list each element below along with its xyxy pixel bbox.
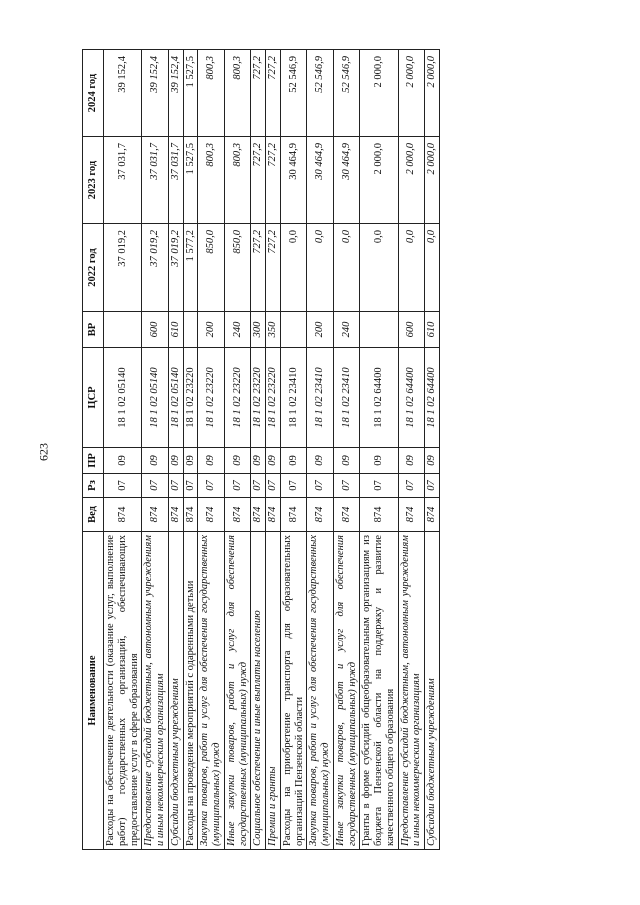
- amount-2024-cell: 2 000,0: [425, 50, 440, 137]
- vr-cell: 610: [168, 312, 183, 348]
- amount-2024-cell: 39 152,4: [168, 50, 183, 137]
- column-header-name: Наименование: [83, 532, 104, 850]
- column-header-amount-2023: 2023 год: [83, 137, 104, 224]
- rz-cell: 07: [168, 474, 183, 498]
- amount-2022-cell: 0,0: [360, 224, 398, 312]
- table-row: [104, 50, 142, 850]
- ved-cell: 874: [266, 498, 281, 532]
- amount-2024-cell: 2 000,0: [360, 50, 398, 137]
- amount-2022-cell: 0,0: [333, 224, 360, 312]
- amount-2023-cell: 727,2: [251, 137, 266, 224]
- name-cell: Закупка товаров, работ и услуг для обеспечения государственных (муниципальных) нужд: [307, 532, 334, 850]
- amount-2024-cell: 52 546,9: [307, 50, 334, 137]
- ved-cell: 874: [251, 498, 266, 532]
- amount-2024-cell: 727,2: [251, 50, 266, 137]
- vr-cell: [183, 312, 198, 348]
- name-cell: Социальное обеспечение и иные выплаты населению: [251, 532, 266, 850]
- pr-cell: 09: [425, 448, 440, 474]
- table-row: [307, 50, 334, 850]
- rz-cell: 07: [198, 474, 225, 498]
- name-cell: Гранты в форме субсидий общеобразовательным организациям из бюджета Пензенской области на поддержку и развитие качественного общего образования: [360, 532, 398, 850]
- table-row: [224, 50, 251, 850]
- column-header-csr: ЦСР: [83, 348, 104, 448]
- name-cell: Премии и гранты: [266, 532, 281, 850]
- amount-2022-cell: 727,2: [266, 224, 281, 312]
- csr-cell: 18 1 02 23220: [198, 348, 225, 448]
- vr-cell: 200: [307, 312, 334, 348]
- csr-cell: 18 1 02 23410: [280, 348, 307, 448]
- name-cell: Расходы на приобретение транспорта для образовательных организаций Пензенской области: [280, 532, 307, 850]
- amount-2022-cell: 37 019,2: [104, 224, 142, 312]
- amount-2023-cell: 2 000,0: [360, 137, 398, 224]
- pr-cell: 09: [266, 448, 281, 474]
- pr-cell: 09: [280, 448, 307, 474]
- csr-cell: 18 1 02 64400: [398, 348, 425, 448]
- csr-cell: 18 1 02 23220: [183, 348, 198, 448]
- vr-cell: [104, 312, 142, 348]
- amount-2022-cell: 727,2: [251, 224, 266, 312]
- csr-cell: 18 1 02 23220: [266, 348, 281, 448]
- column-header-amount-2022: 2022 год: [83, 224, 104, 312]
- ved-cell: 874: [425, 498, 440, 532]
- amount-2022-cell: 37 019,2: [168, 224, 183, 312]
- table-row: [266, 50, 281, 850]
- pr-cell: 09: [104, 448, 142, 474]
- table-row: [333, 50, 360, 850]
- name-cell: Закупка товаров, работ и услуг для обеспечения государственных (муниципальных) нужд: [198, 532, 225, 850]
- pr-cell: 09: [360, 448, 398, 474]
- pr-cell: 09: [307, 448, 334, 474]
- amount-2023-cell: 37 031,7: [142, 137, 169, 224]
- ved-cell: 874: [360, 498, 398, 532]
- ved-cell: 874: [198, 498, 225, 532]
- table-row: [280, 50, 307, 850]
- table-row: [398, 50, 425, 850]
- name-cell: Иные закупки товаров, работ и услуг для обеспечения государственных (муниципальных) нужд: [333, 532, 360, 850]
- amount-2023-cell: 30 464,9: [280, 137, 307, 224]
- csr-cell: 18 1 02 23220: [251, 348, 266, 448]
- ved-cell: 874: [307, 498, 334, 532]
- ved-cell: 874: [224, 498, 251, 532]
- amount-2022-cell: 0,0: [425, 224, 440, 312]
- rz-cell: 07: [183, 474, 198, 498]
- amount-2024-cell: 39 152,4: [104, 50, 142, 137]
- amount-2023-cell: 37 031,7: [104, 137, 142, 224]
- table-row: [168, 50, 183, 850]
- pr-cell: 09: [168, 448, 183, 474]
- name-cell: Расходы на проведение мероприятий с одаренными детьми: [183, 532, 198, 850]
- amount-2024-cell: 800,3: [224, 50, 251, 137]
- rz-cell: 07: [251, 474, 266, 498]
- vr-cell: [360, 312, 398, 348]
- amount-2023-cell: 727,2: [266, 137, 281, 224]
- csr-cell: 18 1 02 23410: [307, 348, 334, 448]
- amount-2022-cell: 850,0: [198, 224, 225, 312]
- vr-cell: 300: [251, 312, 266, 348]
- amount-2022-cell: 0,0: [307, 224, 334, 312]
- column-header-pr: ПР: [83, 448, 104, 474]
- pr-cell: 09: [333, 448, 360, 474]
- ved-cell: 874: [398, 498, 425, 532]
- table-row: [251, 50, 266, 850]
- csr-cell: 18 1 02 05140: [168, 348, 183, 448]
- rz-cell: 07: [333, 474, 360, 498]
- csr-cell: 18 1 02 05140: [104, 348, 142, 448]
- vr-cell: 240: [224, 312, 251, 348]
- ved-cell: 874: [183, 498, 198, 532]
- ved-cell: 874: [104, 498, 142, 532]
- name-cell: Предоставление субсидий бюджетным, автономным учреждениям и иным некоммерческим организациям: [142, 532, 169, 850]
- table-row: [425, 50, 440, 850]
- amount-2022-cell: 850,0: [224, 224, 251, 312]
- table-row: [360, 50, 398, 850]
- column-header-amount-2024: 2024 год: [83, 50, 104, 137]
- ved-cell: 874: [333, 498, 360, 532]
- vr-cell: 350: [266, 312, 281, 348]
- vr-cell: 610: [425, 312, 440, 348]
- amount-2024-cell: 1 527,5: [183, 50, 198, 137]
- column-header-ved: Вед: [83, 498, 104, 532]
- amount-2023-cell: 800,3: [198, 137, 225, 224]
- ved-cell: 874: [142, 498, 169, 532]
- csr-cell: 18 1 02 64400: [425, 348, 440, 448]
- amount-2023-cell: 1 527,5: [183, 137, 198, 224]
- vr-cell: 200: [198, 312, 225, 348]
- amount-2022-cell: 1 577,2: [183, 224, 198, 312]
- pr-cell: 09: [398, 448, 425, 474]
- vr-cell: 240: [333, 312, 360, 348]
- amount-2024-cell: 727,2: [266, 50, 281, 137]
- amount-2023-cell: 2 000,0: [398, 137, 425, 224]
- amount-2023-cell: 30 464,9: [333, 137, 360, 224]
- table-row: [142, 50, 169, 850]
- csr-cell: 18 1 02 23220: [224, 348, 251, 448]
- budget-table-container: [82, 50, 512, 850]
- amount-2023-cell: 37 031,7: [168, 137, 183, 224]
- rz-cell: 07: [104, 474, 142, 498]
- name-cell: Предоставление субсидий бюджетным, автономным учреждениям и иным некоммерческим организациям: [398, 532, 425, 850]
- name-cell: Расходы на обеспечение деятельности (оказание услуг, выполнение работ) государственных организаций, обеспечивающих предоставление услуг в сфере образования: [104, 532, 142, 850]
- pr-cell: 09: [142, 448, 169, 474]
- rz-cell: 07: [425, 474, 440, 498]
- vr-cell: 600: [398, 312, 425, 348]
- table-row: [198, 50, 225, 850]
- table-row: [183, 50, 198, 850]
- table-body: [104, 50, 440, 850]
- name-cell: Иные закупки товаров, работ и услуг для обеспечения государственных (муниципальных) нужд: [224, 532, 251, 850]
- rz-cell: 07: [280, 474, 307, 498]
- amount-2022-cell: 0,0: [398, 224, 425, 312]
- column-header-vr: ВР: [83, 312, 104, 348]
- pr-cell: 09: [198, 448, 225, 474]
- pr-cell: 09: [251, 448, 266, 474]
- pr-cell: 09: [183, 448, 198, 474]
- page-number: 623: [36, 443, 51, 461]
- rz-cell: 07: [398, 474, 425, 498]
- amount-2024-cell: 800,3: [198, 50, 225, 137]
- rz-cell: 07: [360, 474, 398, 498]
- pr-cell: 09: [224, 448, 251, 474]
- rz-cell: 07: [307, 474, 334, 498]
- amount-2022-cell: 37 019,2: [142, 224, 169, 312]
- ved-cell: 874: [280, 498, 307, 532]
- amount-2024-cell: 52 546,9: [280, 50, 307, 137]
- amount-2023-cell: 2 000,0: [425, 137, 440, 224]
- rz-cell: 07: [142, 474, 169, 498]
- vr-cell: 600: [142, 312, 169, 348]
- amount-2023-cell: 800,3: [224, 137, 251, 224]
- csr-cell: 18 1 02 23410: [333, 348, 360, 448]
- budget-table: [82, 49, 440, 850]
- column-header-rz: Рз: [83, 474, 104, 498]
- table-header: [83, 50, 104, 850]
- amount-2024-cell: 2 000,0: [398, 50, 425, 137]
- amount-2023-cell: 30 464,9: [307, 137, 334, 224]
- rz-cell: 07: [266, 474, 281, 498]
- name-cell: Субсидии бюджетным учреждениям: [168, 532, 183, 850]
- ved-cell: 874: [168, 498, 183, 532]
- name-cell: Субсидии бюджетным учреждениям: [425, 532, 440, 850]
- amount-2024-cell: 39 152,4: [142, 50, 169, 137]
- rz-cell: 07: [224, 474, 251, 498]
- csr-cell: 18 1 02 05140: [142, 348, 169, 448]
- vr-cell: [280, 312, 307, 348]
- csr-cell: 18 1 02 64400: [360, 348, 398, 448]
- amount-2024-cell: 52 546,9: [333, 50, 360, 137]
- amount-2022-cell: 0,0: [280, 224, 307, 312]
